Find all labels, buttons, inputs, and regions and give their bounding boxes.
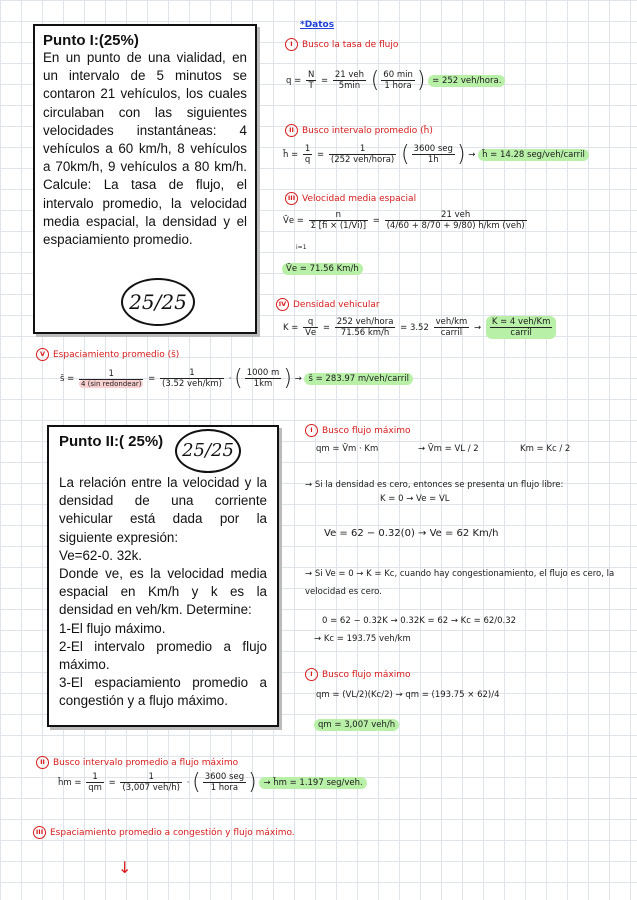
jam-density-result: → Kc = 193.75 veh/km — [314, 634, 411, 644]
section-number-circle: II — [285, 124, 298, 137]
max-flow-eq-3: Km = Kc / 2 — [520, 444, 571, 454]
numerator: 1 — [86, 772, 104, 783]
jam-density-eq: 0 = 62 − 0.32K → 0.32K = 62 → Kc = 62/0.32 — [322, 616, 517, 626]
section-number-circle: I — [285, 38, 298, 51]
denominator: carril — [510, 328, 532, 338]
section-headway-max-flow-heading — [36, 756, 238, 769]
denominator: q — [304, 155, 311, 165]
grade-circle-1 — [121, 278, 195, 326]
denominator: Σ [fi × (1/Vi)] — [310, 221, 367, 231]
section-max-flow-heading — [305, 424, 411, 437]
numerator: 3600 seg — [413, 144, 453, 154]
density-result — [486, 316, 557, 339]
free-flow-condition: K = 0 → Ve = VL — [380, 494, 450, 504]
max-flow-result-line — [314, 720, 399, 730]
headway-max-flow-result: → h̄m = 1.197 seg/veh. — [259, 777, 366, 789]
section-number-circle: II — [36, 756, 49, 769]
density-equation: K = $\frac{q}{V̄e}$ = $\frac{\text{252 veh/hora}}{71.56 km/h}$ = 3.52 $\frac{\text{veh/km}}{\text{carril}}$ → $\frac{\text{K = 4 veh/Km}}{\text{carril}}$ — [283, 316, 558, 339]
section-number-circle: I — [305, 668, 318, 681]
speed-result: V̄e = 71.56 Km/h — [282, 263, 363, 275]
max-flow-eq-2: → V̄m = VL / 2 — [418, 444, 479, 454]
numerator: 21 veh — [334, 70, 364, 80]
numerator: 1000 m — [246, 368, 280, 378]
eq-lhs: V̄e = — [283, 216, 304, 226]
spacing-equation: s̄ = $\frac{1}{\text{4 (sin redondear)}}$ = $\frac{1}{\text{(3.52 veh/km)}}$ · ( $\frac{1000 m}{1km}$ ) → s̄ = 283.97 m/veh/carril — [60, 366, 413, 391]
numerator: 1 — [120, 772, 182, 783]
section-spacing-heading — [36, 348, 179, 361]
fraction — [303, 144, 312, 165]
problem-box-1 — [33, 24, 257, 334]
numerator: 1 — [329, 144, 396, 155]
section-max-flow-heading-2 — [305, 668, 411, 681]
fraction — [335, 317, 396, 338]
density-mid-value: = 3.52 — [400, 323, 429, 333]
fraction — [245, 368, 282, 389]
problem-2-item-1: 1-El flujo máximo. — [59, 620, 166, 636]
fraction — [381, 70, 415, 91]
heading-text: Busco flujo máximo — [322, 670, 411, 680]
fraction — [86, 772, 104, 793]
datos-label: *Datos — [300, 20, 335, 30]
section-number-circle: III — [285, 192, 298, 205]
fraction — [160, 368, 224, 389]
eq-lhs: K = — [283, 323, 299, 333]
problem-2-title: Punto II:( 25%) — [59, 433, 164, 450]
headway-max-flow-equation: h̄m = $\frac{1}{qm}$ = $\frac{1}{\text{(3,007 veh/h)}}$ · ( $\frac{\text{3600 seg}}{\text{1 hora}}$ ) → h̄m = 1.197 seg/veh. — [58, 770, 367, 795]
section-headway-heading — [285, 124, 433, 137]
grade-2-text: 25/25 — [182, 440, 234, 461]
section-number-circle: III — [33, 826, 46, 839]
eq-lhs: q = — [286, 76, 302, 86]
spacing-result: s̄ = 283.97 m/veh/carril — [304, 373, 413, 385]
denominator: 1 hora — [384, 81, 412, 91]
denominator: T — [308, 81, 314, 91]
speed-equation: V̄e = $\frac{n}{\Sigma [fi \times (1/Vi)]}$ = $\frac{\text{21 veh}}{\text{(4/60 + 8/70 + 9/80) h/km (veh)}}$ — [283, 210, 525, 231]
section-density-heading — [276, 298, 380, 311]
section-number-circle: V — [36, 348, 49, 361]
fraction — [385, 210, 527, 231]
speed-result-line — [282, 264, 363, 274]
problem-2-item-2: 2-El intervalo promedio a flujo máximo. — [59, 638, 267, 673]
numerator: 21 veh — [385, 210, 527, 221]
problem-box-2 — [47, 425, 279, 727]
problem-2-statement-2: Donde ve, es la velocidad media espacial en Km/h y k es la densidad en veh/km. Determine: — [59, 566, 267, 618]
headway-result: h̄ = 14.28 seg/veh/carril — [478, 149, 589, 161]
headway-equation: h̄ = $\frac{1}{q}$ = $\frac{1}{\text{(252 veh/hora)}}$ ( $\frac{\text{3600 seg}}{1h}$ ) → h̄ = 14.28 seg/veh/carril — [283, 142, 589, 167]
problem-1-title: Punto I:(25%) — [43, 32, 139, 49]
sum-index: i=1 — [296, 244, 307, 251]
fraction — [434, 317, 470, 338]
free-flow-speed-eq: Ve = 62 − 0.32(0) → Ve = 62 Km/h — [324, 528, 499, 539]
problem-1-statement: En un punto de una vialidad, en un intervalo de 5 minutos se contaron 21 vehículos, los cuales circulaban con las siguientes velocidades instantáneas: 4 vehículos a 60 km/h, 8 vehículos a 70km/h, 9 vehículos a 80 km/h. Calcule: La tasa de flujo, el intervalo promedio, la velocidad media espacial, la densidad y el espaciamiento promedio. — [43, 50, 247, 248]
numerator: n — [309, 210, 368, 221]
denominator: (3,007 veh/h) — [122, 783, 180, 793]
denominator: 5min — [338, 81, 361, 91]
numerator: 252 veh/hora — [336, 317, 394, 327]
flow-rate-result: = 252 veh/hora. — [428, 75, 505, 87]
problem-2-statement: La relación entre la velocidad y la densidad de una corriente vehicular está dada por la siguiente expresión: — [59, 475, 267, 545]
fraction — [333, 70, 366, 91]
denominator: 71.56 km/h — [340, 328, 390, 338]
heading-text: Busco intervalo promedio a flujo máximo — [53, 758, 239, 768]
denominator: 1 hora — [210, 783, 239, 793]
max-flow-formula: qm = (VL/2)(Kc/2) → qm = (193.75 × 62)/4 — [316, 690, 500, 700]
heading-text: Espaciamiento promedio a congestión y flujo máximo. — [50, 828, 295, 838]
heading-text: Velocidad media espacial — [302, 194, 417, 204]
fraction — [412, 144, 455, 165]
heading-text: Busco flujo máximo — [322, 426, 411, 436]
section-number-circle: IV — [276, 298, 289, 311]
numerator: 1 — [160, 368, 224, 379]
heading-text: Densidad vehicular — [293, 300, 380, 310]
denominator: V̄e — [305, 328, 317, 338]
denominator: 1km — [253, 379, 273, 389]
numerator: 1 — [304, 144, 311, 154]
denominator: (3.52 veh/km) — [162, 379, 222, 389]
denominator: carril — [440, 328, 463, 338]
denominator: 4 (sin redondear) — [80, 380, 142, 388]
eq-lhs: s̄ = — [60, 374, 75, 384]
heading-text: Busco la tasa de flujo — [302, 40, 399, 50]
max-flow-result: qm = 3,007 veh/h — [314, 719, 399, 731]
denominator: (252 veh/hora) — [330, 155, 395, 165]
heading-text: Espaciamiento promedio (s̄) — [53, 350, 180, 360]
free-flow-text: → Si la densidad es cero, entonces se presenta un flujo libre: — [305, 480, 564, 490]
section-spacing-congestion-heading — [33, 826, 295, 839]
flow-rate-equation: q = $\frac{N}{T}$ = $\frac{\text{21 veh}}{5\min}$ ( $\frac{60 \min}{\text{1 hora}}$ ) = 252 veh/hora. — [286, 68, 505, 93]
numerator: K = 4 veh/Km — [491, 317, 551, 327]
arrow-down-icon: ↓ — [118, 858, 132, 877]
fraction — [309, 210, 368, 231]
numerator: 1 — [79, 369, 144, 380]
eq-lhs: h̄ = — [283, 150, 299, 160]
denominator: 1h — [427, 155, 439, 165]
section-number-circle: I — [305, 424, 318, 437]
denominator: (4/60 + 8/70 + 9/80) h/km (veh) — [386, 221, 525, 231]
grade-circle-2 — [175, 429, 241, 473]
numerator: veh/km — [435, 317, 468, 327]
max-flow-eq-1: qm = V̄m · Km — [316, 444, 379, 454]
fraction — [120, 772, 182, 793]
fraction — [306, 70, 316, 91]
section-flow-rate-heading — [285, 38, 398, 51]
numerator: 60 min — [383, 70, 413, 80]
fraction — [203, 772, 246, 793]
fraction — [79, 369, 144, 388]
numerator: q — [303, 317, 318, 328]
problem-2-expression: Ve=62-0. 32k. — [59, 547, 143, 563]
heading-text: Busco intervalo promedio (h̄) — [302, 126, 433, 136]
section-speed-heading — [285, 192, 416, 205]
denominator: qm — [88, 783, 102, 793]
eq-lhs: h̄m = — [58, 778, 82, 788]
numerator: 3600 seg — [204, 772, 245, 782]
grade-1-text: 25/25 — [129, 290, 187, 314]
problem-2-item-3: 3-El espaciamiento promedio a congestión y a flujo máximo. — [59, 675, 267, 709]
congestion-text: → Si Ve = 0 → K = Kc, cuando hay congestionamiento, el flujo es cero, la velocidad es cero. — [305, 569, 615, 597]
numerator: N — [307, 70, 315, 80]
fraction — [329, 144, 396, 165]
fraction — [303, 317, 318, 338]
